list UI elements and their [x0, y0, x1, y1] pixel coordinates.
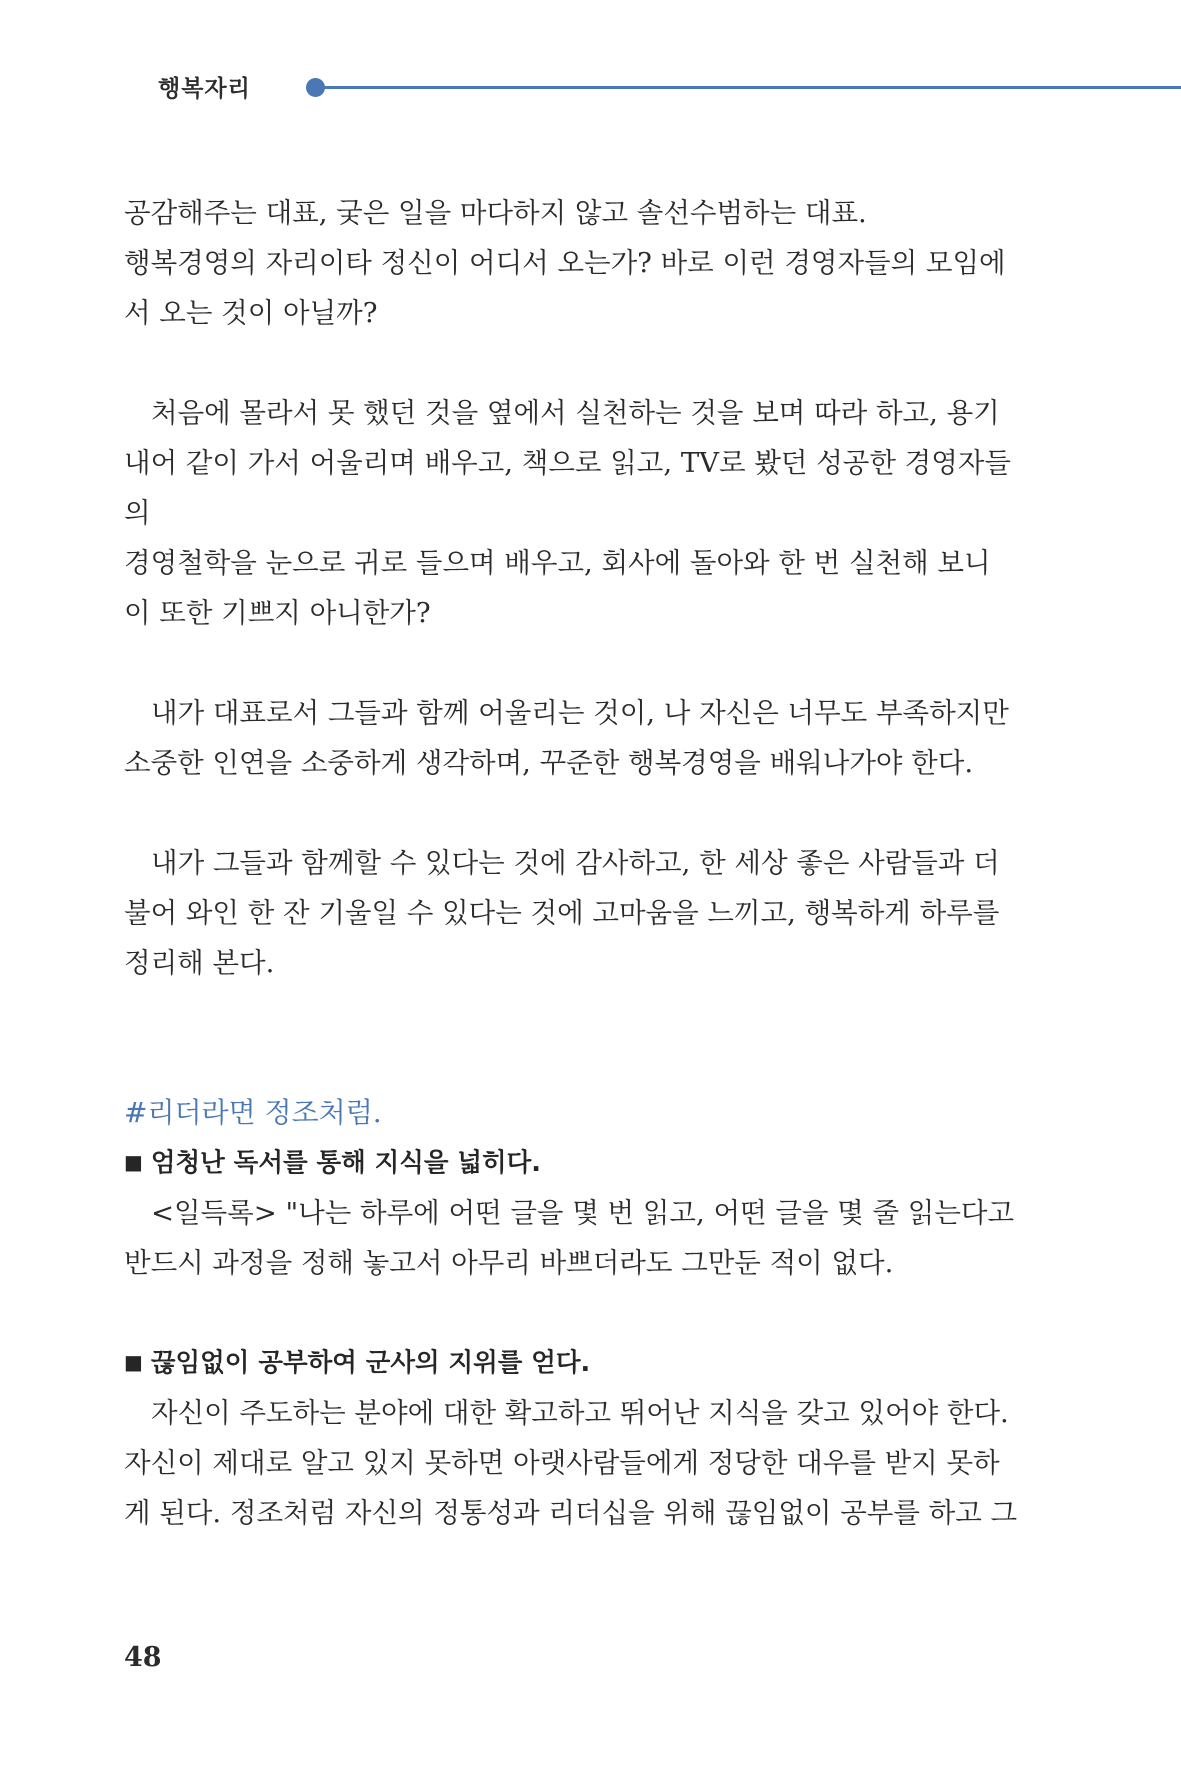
body-line: 이 또한 기쁘지 아니한가? — [124, 597, 431, 629]
sub-heading-text: 엄청난 독서를 통해 지식을 넓히다. — [150, 1148, 541, 1178]
section-spacer — [124, 988, 1004, 1088]
square-bullet-icon: ■ — [124, 1350, 143, 1374]
body-line: 내가 그들과 함께할 수 있다는 것에 감사하고, 한 세상 좋은 사람들과 더 — [151, 847, 1000, 879]
body-line: 서 오는 것이 아닐까? — [124, 297, 378, 329]
paragraph-spacer — [124, 788, 1004, 838]
section-heading: #리더라면 정조처럼. — [124, 1096, 382, 1129]
paragraph-spacer — [124, 638, 1004, 688]
paragraph-spacer — [124, 1288, 1004, 1338]
sub-heading-study — [124, 1338, 1004, 1388]
body-line: 의 — [124, 497, 151, 529]
body-line: 자신이 주도하는 분야에 대한 확고하고 뛰어난 지식을 갖고 있어야 한다. — [151, 1397, 1009, 1429]
body-line: <일득록> "나는 하루에 어떤 글을 몇 번 읽고, 어떤 글을 몇 줄 읽는다고 — [151, 1197, 1015, 1229]
body-line: 내가 대표로서 그들과 함께 어울리는 것이, 나 자신은 너무도 부족하지만 — [151, 697, 1009, 729]
sub-heading-text: 끊임없이 공부하여 군사의 지위를 얻다. — [150, 1348, 591, 1378]
body-line: 소중한 인연을 소중하게 생각하며, 꾸준한 행복경영을 배워나가야 한다. — [124, 747, 974, 779]
square-bullet-icon: ■ — [124, 1150, 143, 1174]
body-line: 불어 와인 한 잔 기울일 수 있다는 것에 고마움을 느끼고, 행복하게 하루를 — [124, 897, 1000, 929]
paragraph-spacer — [124, 338, 1004, 388]
body-line: 처음에 몰라서 못 했던 것을 옆에서 실천하는 것을 보며 따라 하고, 용기 — [151, 397, 1000, 429]
body-line: 경영철학을 눈으로 귀로 들으며 배우고, 회사에 돌아와 한 번 실천해 보니 — [124, 547, 991, 579]
body-line: 자신이 제대로 알고 있지 못하면 아랫사람들에게 정당한 대우를 받지 못하 — [124, 1447, 1000, 1479]
page-body — [124, 188, 1018, 1538]
body-line: 게 된다. 정조처럼 자신의 정통성과 리더십을 위해 끊임없이 공부를 하고 그 — [124, 1497, 1018, 1529]
body-line: 내어 같이 가서 어울리며 배우고, 책으로 읽고, TV로 봤던 성공한 경영자들 — [124, 447, 1011, 479]
body-line: 반드시 과정을 정해 놓고서 아무리 바쁘더라도 그만둔 적이 없다. — [124, 1247, 894, 1279]
body-line: 공감해주는 대표, 궂은 일을 마다하지 않고 솔선수범하는 대표. — [124, 197, 867, 229]
page-number: 48 — [124, 1642, 162, 1673]
body-line: 행복경영의 자리이타 정신이 어디서 오는가? 바로 이런 경영자들의 모임에 — [124, 247, 1006, 279]
body-line: 정리해 본다. — [124, 947, 275, 979]
header-rule-line — [322, 86, 1181, 89]
sub-heading-reading — [124, 1138, 1004, 1188]
running-head-title: 행복자리 — [158, 76, 251, 102]
